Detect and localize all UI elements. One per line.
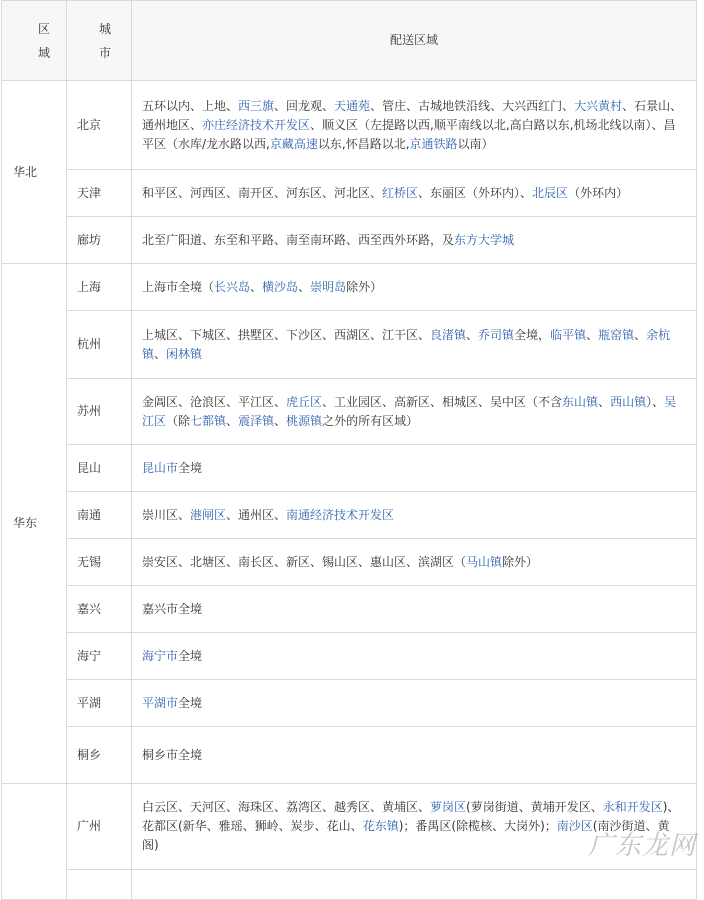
delivery-area-cell	[132, 311, 697, 379]
area-text: 、	[586, 327, 599, 342]
area-text: 全境	[178, 460, 203, 475]
area-text: 以南）	[457, 136, 494, 151]
area-link[interactable]: 京通铁路	[409, 136, 458, 151]
area-text: 、通州区、	[226, 507, 287, 522]
city-cell: 嘉兴	[67, 586, 132, 633]
table-row	[2, 445, 697, 492]
area-link[interactable]: 良渚镇	[430, 327, 467, 342]
area-text: 除外）	[502, 554, 539, 569]
area-link[interactable]: 乔司镇	[478, 327, 515, 342]
area-text: )、花都区(新华、雅瑶、狮岭、炭步、花山、	[142, 800, 680, 833]
table-row	[2, 680, 697, 727]
table-row	[2, 492, 697, 539]
area-link[interactable]: 北辰区	[532, 185, 569, 200]
delivery-area-cell	[132, 445, 697, 492]
area-text: 崇安区、北塘区、南长区、新区、锡山区、惠山区、滨湖区（	[142, 554, 467, 569]
region-cell: 华北	[2, 81, 67, 264]
area-text: 、	[274, 413, 287, 428]
delivery-area-cell	[132, 217, 697, 264]
delivery-area-cell	[132, 633, 697, 680]
area-text: 之外的所有区域）	[322, 413, 419, 428]
city-cell	[67, 870, 132, 900]
header-region: 区域	[2, 1, 67, 81]
region-cell: 华东	[2, 264, 67, 784]
city-cell: 无锡	[67, 539, 132, 586]
area-link[interactable]: 红桥区	[382, 185, 419, 200]
area-text: 、	[298, 279, 311, 294]
table-row	[2, 81, 697, 170]
area-link[interactable]: 京藏高速	[269, 136, 318, 151]
area-link[interactable]: 昆山市	[142, 460, 179, 475]
city-cell: 海宁	[67, 633, 132, 680]
delivery-area-cell	[132, 81, 697, 170]
city-cell: 天津	[67, 170, 132, 217]
delivery-area-table	[1, 0, 697, 900]
city-cell: 南通	[67, 492, 132, 539]
area-link[interactable]: 虎丘区	[286, 394, 323, 409]
city-cell: 北京	[67, 81, 132, 170]
area-link[interactable]: 横沙岛	[262, 279, 299, 294]
area-link[interactable]: 吴江区	[142, 394, 677, 428]
delivery-area-cell	[132, 784, 697, 870]
area-link[interactable]: 南通经济技术开发区	[286, 507, 395, 522]
area-text: （除	[166, 413, 191, 428]
area-text: 、工业园区、高新区、相城区、吴中区（不含	[322, 394, 563, 409]
delivery-area-cell	[132, 170, 697, 217]
delivery-area-cell	[132, 727, 697, 784]
area-link[interactable]: 亦庄经济技术开发区	[202, 117, 311, 132]
area-link[interactable]: 临平镇	[550, 327, 587, 342]
delivery-area-cell	[132, 264, 697, 311]
city-cell: 杭州	[67, 311, 132, 379]
area-text: ）、	[646, 394, 665, 409]
city-cell: 昆山	[67, 445, 132, 492]
city-cell: 苏州	[67, 379, 132, 445]
city-cell: 上海	[67, 264, 132, 311]
delivery-area-cell	[132, 539, 697, 586]
area-link[interactable]: 七都镇	[190, 413, 227, 428]
area-text: 五环以内、上地、	[142, 98, 239, 113]
area-text: （外环内）	[568, 185, 629, 200]
area-text: 上海市全境（	[142, 279, 215, 294]
area-text: 北至广阳道、东至和平路、南至南环路、西至西外环路，及	[142, 232, 455, 247]
area-text: 、顺义区（左提路以西,顺平南线以北,高白路以东,机场北线以南）、昌平区（水库/龙水路以西,	[142, 117, 676, 151]
area-link[interactable]: 天通苑	[334, 98, 371, 113]
city-cell: 广州	[67, 784, 132, 870]
area-text: 嘉兴市全境	[142, 601, 203, 616]
area-link[interactable]: 震泽镇	[238, 413, 275, 428]
table-row	[2, 170, 697, 217]
city-cell: 廊坊	[67, 217, 132, 264]
area-link[interactable]: 东方大学城	[454, 232, 515, 247]
delivery-area-cell	[132, 870, 697, 900]
area-text: 全境	[178, 648, 203, 663]
area-text: 、	[634, 327, 647, 342]
delivery-area-cell	[132, 379, 697, 445]
area-link[interactable]: 海宁市	[142, 648, 179, 663]
table-row	[2, 539, 697, 586]
table-row	[2, 870, 697, 900]
table-row	[2, 264, 697, 311]
area-link[interactable]: 东山镇	[562, 394, 599, 409]
table-row	[2, 784, 697, 870]
area-link[interactable]: 平湖市	[142, 695, 179, 710]
area-text: 白云区、天河区、海珠区、荔湾区、越秀区、黄埔区、	[142, 800, 431, 814]
area-text: 桐乡市全境	[142, 747, 203, 762]
area-text: (南沙街道、黄阁)	[142, 819, 670, 852]
area-text: 、	[250, 279, 263, 294]
table-header-row	[2, 1, 697, 81]
area-text: 、回龙观、	[274, 98, 335, 113]
area-text: 除外）	[346, 279, 383, 294]
area-text: 、管庄、古城地铁沿线、大兴西红门、	[370, 98, 575, 113]
table-body	[2, 81, 697, 900]
city-cell: 桐乡	[67, 727, 132, 784]
area-text: 金阊区、沧浪区、平江区、	[142, 394, 287, 409]
area-link[interactable]: 萝岗区	[430, 800, 467, 814]
area-link[interactable]: 大兴黄村	[574, 98, 623, 113]
area-link[interactable]: 余杭镇	[142, 327, 671, 361]
area-link[interactable]: 西三旗	[238, 98, 275, 113]
delivery-area-cell	[132, 492, 697, 539]
area-link[interactable]: 桃源镇	[286, 413, 323, 428]
area-text: 和平区、河西区、南开区、河东区、河北区、	[142, 185, 383, 200]
area-link[interactable]: 瓶窑镇	[598, 327, 635, 342]
table-row	[2, 379, 697, 445]
area-text: (萝岗街道、黄埔开发区、	[466, 800, 603, 814]
area-text: 全境，	[514, 327, 551, 342]
city-cell: 平湖	[67, 680, 132, 727]
area-text: 上城区、下城区、拱墅区、下沙区、西湖区、江干区、	[142, 327, 431, 342]
area-text: 、	[226, 413, 239, 428]
area-text: 、东丽区（外环内）、	[418, 185, 533, 200]
table-row	[2, 311, 697, 379]
area-link[interactable]: 港闸区	[190, 507, 227, 522]
header-delivery-area: 配送区域	[132, 1, 697, 81]
area-text: 以东,怀昌路以北,	[317, 136, 410, 151]
area-text: )；番禺区(除榄核、大岗外)；	[398, 819, 557, 833]
area-text: 崇川区、	[142, 507, 191, 522]
area-text: 全境	[178, 695, 203, 710]
area-link[interactable]: 西山镇	[610, 394, 647, 409]
table-row	[2, 217, 697, 264]
region-cell	[2, 784, 67, 900]
table-row	[2, 586, 697, 633]
area-text: 、	[466, 327, 479, 342]
area-link[interactable]: 永和开发区	[602, 800, 663, 814]
header-city: 城市	[67, 1, 132, 81]
area-link[interactable]: 长兴岛	[214, 279, 251, 294]
watermark-logo: 广东龙网	[587, 831, 696, 861]
delivery-area-cell	[132, 586, 697, 633]
area-link[interactable]: 马山镇	[466, 554, 503, 569]
area-link[interactable]: 闲林镇	[166, 346, 203, 361]
area-text: 、石景山、通州地区、	[142, 98, 683, 132]
table-row	[2, 727, 697, 784]
area-text: 、	[154, 346, 167, 361]
table-row	[2, 633, 697, 680]
area-link[interactable]: 崇明岛	[310, 279, 347, 294]
area-link[interactable]: 南沙区	[556, 819, 593, 833]
delivery-area-cell	[132, 680, 697, 727]
area-text: 、	[598, 394, 611, 409]
area-link[interactable]: 花东镇	[362, 819, 399, 833]
